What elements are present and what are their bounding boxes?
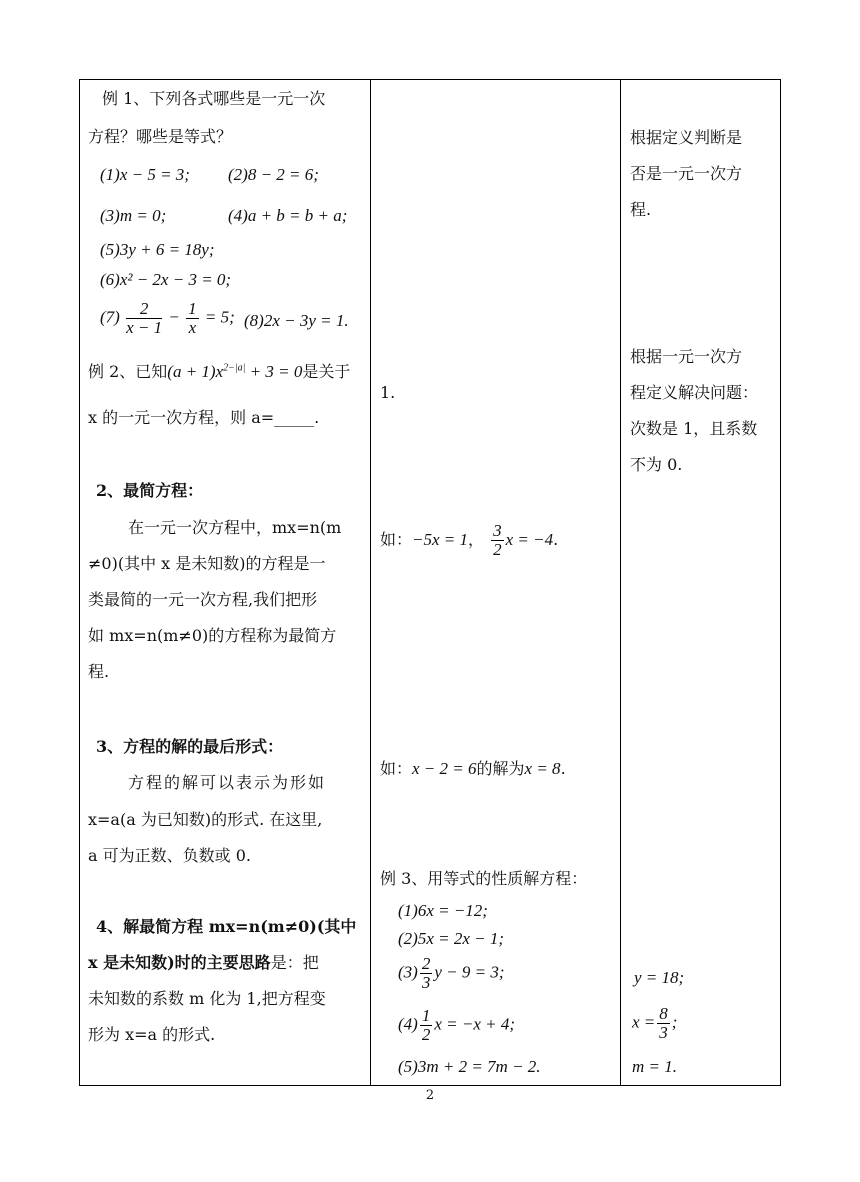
note-line-4: 根据一元一次方 xyxy=(630,347,743,366)
note-line-3: 程. xyxy=(630,200,652,219)
section-4-text-2: 形为 x=a 的形式. xyxy=(88,1025,216,1044)
note-line-7: 不为 0. xyxy=(630,455,683,474)
example-3-title: 例 3、用等式的性质解方程： xyxy=(380,869,588,888)
equation-7: (7) $\frac{2}{x - 1}$ − $\frac{1}{x}$ = 5; xyxy=(100,299,235,337)
fraction: $\frac{2}{x - 1}$ xyxy=(126,299,163,337)
table-top-border xyxy=(79,79,781,80)
example-2-line-1: 例 2、已知$(a + 1)x^{2-|a|} + 3 = 0$是关于 xyxy=(88,362,351,381)
fraction: $\frac{2}{3}$ xyxy=(421,954,431,992)
equation-2: (2)8 − 2 = 6; xyxy=(228,165,319,184)
section-3-title: 3、方程的解的最后形式： xyxy=(96,737,284,756)
equation-1: (1)x − 5 = 3; xyxy=(100,165,190,184)
problem-3: (3) $\frac{2}{3}$ y − 9 = 3; xyxy=(398,954,505,992)
equation-8: (8)2x − 3y = 1. xyxy=(244,311,349,330)
table-right-border xyxy=(780,79,781,1086)
equation-5: (5)3y + 6 = 18y; xyxy=(100,240,215,259)
section-2-text-2: ≠0)(其中 x 是未知数)的方程是一 xyxy=(88,554,326,573)
section-3-text-1: 方程的解可以表示为形如 xyxy=(128,773,327,792)
example-1-line-2: 方程？哪些是等式？ xyxy=(88,127,233,146)
answer-2: x = $\frac{8}{3}$ ; xyxy=(632,1004,678,1042)
fraction: $\frac{3}{2}$ xyxy=(493,521,502,559)
problem-5: (5)3m + 2 = 7m − 2. xyxy=(398,1057,541,1076)
problem-4: (4) $\frac{1}{2}$ x = −x + 4; xyxy=(398,1006,515,1044)
answer-1: y = 18; xyxy=(634,968,685,987)
section-3-text-3: a 可为正数、负数或 0. xyxy=(88,846,251,865)
column-divider-2 xyxy=(620,79,621,1086)
note-line-6: 次数是 1，且系数 xyxy=(630,419,758,438)
column-divider-1 xyxy=(370,79,371,1086)
equation-4: (4)a + b = b + a; xyxy=(228,206,348,225)
table-bottom-border xyxy=(79,1085,781,1086)
section-2-text-1: 在一元一次方程中，mx=n(m xyxy=(128,518,342,537)
section-4-title-line-2: x 是未知数)时的主要思路是：把 xyxy=(88,953,319,972)
equation-6: (6)x² − 2x − 3 = 0; xyxy=(100,270,232,289)
problem-2: (2)5x = 2x − 1; xyxy=(398,929,505,948)
section-2-text-3: 类最简的一元一次方程,我们把形 xyxy=(88,590,318,609)
solution-form-example: 如：x − 2 = 6的解为x = 8. xyxy=(380,759,566,778)
fraction: $\frac{1}{2}$ xyxy=(421,1006,431,1044)
section-2-title: 2、最简方程： xyxy=(96,481,204,500)
fraction: $\frac{8}{3}$ xyxy=(659,1004,668,1042)
section-4-text-1: 未知数的系数 m 化为 1,把方程变 xyxy=(88,989,326,1008)
note-line-1: 根据定义判断是 xyxy=(630,128,743,147)
example-2-line-2: x 的一元一次方程，则 a=_____. xyxy=(88,408,320,427)
section-4-title-line-1: 4、解最简方程 mx=n(m≠0)(其中 xyxy=(96,917,357,936)
problem-1: (1)6x = −12; xyxy=(398,901,488,920)
simplest-equation-example: 如：−5x = 1， $\frac{3}{2}$ x = −4. xyxy=(380,521,559,559)
example-1-line-1: 例 1、下列各式哪些是一元一次 xyxy=(102,89,326,108)
answer-3: m = 1. xyxy=(632,1057,677,1076)
note-line-5: 程定义解决问题： xyxy=(630,383,759,402)
section-3-text-2: x=a(a 为已知数)的形式. 在这里, xyxy=(88,810,323,829)
equation-3: (3)m = 0; xyxy=(100,206,167,225)
table-left-border xyxy=(79,79,80,1086)
section-2-text-4: 如 mx=n(m≠0)的方程称为最简方 xyxy=(88,626,337,645)
note-line-2: 否是一元一次方 xyxy=(630,164,743,183)
fraction: $\frac{1}{x}$ xyxy=(188,299,197,337)
page-number: 2 xyxy=(425,1088,435,1103)
item-1: 1. xyxy=(380,383,396,402)
section-2-text-5: 程. xyxy=(88,662,110,681)
